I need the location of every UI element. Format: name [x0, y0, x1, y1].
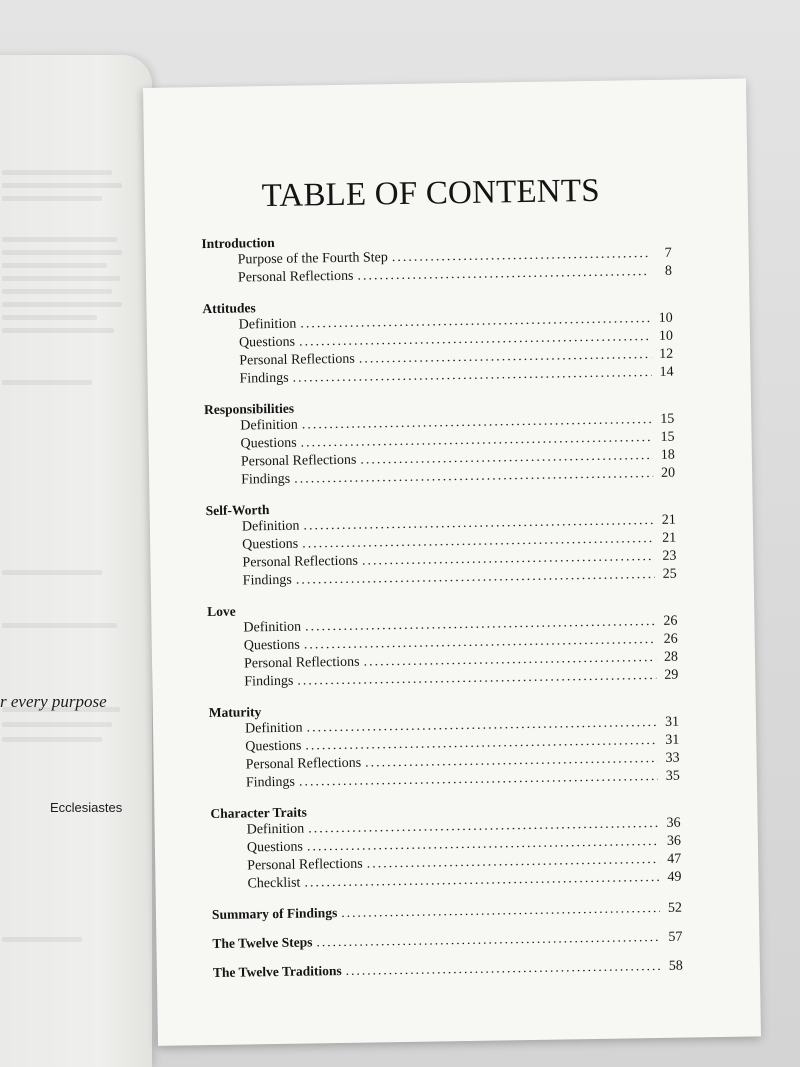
entry-label: Personal Reflections	[240, 452, 357, 470]
page-number: 33	[665, 750, 680, 766]
entry-label: Definition	[243, 619, 302, 636]
dot-leader	[346, 957, 661, 980]
entry-label: The Twelve Steps	[212, 934, 313, 952]
section-heading: Character Traits	[210, 804, 307, 822]
show-through-line	[2, 722, 112, 727]
page-number: 15	[660, 411, 675, 427]
toc-entry-summary-of-findings	[212, 899, 682, 924]
section-heading: Attitudes	[202, 300, 256, 317]
entry-label: Definition	[246, 821, 305, 838]
show-through-line	[2, 289, 112, 294]
section-heading: Introduction	[201, 234, 275, 252]
page-number: 52	[667, 900, 683, 916]
entry-label: Personal Reflections	[243, 654, 360, 672]
section-heading: Love	[207, 603, 236, 620]
page-number: 57	[668, 929, 683, 945]
entry-label: Purpose of the Fourth Step	[237, 250, 388, 268]
entry-label: Findings	[241, 471, 291, 488]
entry-label: The Twelve Traditions	[212, 962, 342, 981]
entry-label: Findings	[245, 774, 296, 791]
entry-label: Personal Reflections	[237, 268, 354, 286]
entry-label: Personal Reflections	[239, 351, 355, 369]
page-number: 31	[665, 732, 680, 748]
page-number: 8	[664, 263, 673, 279]
page-number: 58	[668, 958, 683, 974]
page-number: 47	[667, 851, 682, 867]
page-number: 21	[662, 530, 677, 546]
entry-label: Definition	[244, 720, 303, 737]
entry-label: Checklist	[247, 875, 301, 892]
entry-label: Findings	[239, 370, 289, 387]
page-number: 26	[663, 613, 678, 629]
toc-section-character-traits	[210, 798, 681, 894]
show-through-line	[2, 196, 102, 201]
page-number: 18	[660, 447, 675, 463]
dot-leader	[357, 263, 650, 286]
page-number: 10	[658, 328, 674, 344]
right-page	[143, 79, 761, 1046]
entry-label: Personal Reflections	[247, 856, 363, 874]
page-number: 7	[664, 245, 672, 261]
page-number: 26	[663, 631, 678, 647]
page-number: 20	[660, 465, 676, 481]
page-number: 10	[658, 310, 673, 326]
show-through-line	[2, 623, 117, 628]
entry-label: Findings	[244, 673, 294, 690]
section-heading: Maturity	[208, 704, 262, 721]
toc-entry-twelve-traditions	[213, 957, 683, 982]
page-number: 36	[666, 815, 681, 831]
page-number: 29	[664, 667, 679, 683]
page-number: 14	[659, 364, 674, 380]
entry-label: Questions	[242, 536, 299, 553]
toc-section-introduction	[201, 228, 672, 288]
page-number: 12	[659, 346, 674, 362]
entry-label: Definition	[241, 518, 300, 535]
show-through-line	[2, 183, 122, 188]
show-through-line	[2, 570, 102, 575]
entry-label: Questions	[245, 738, 302, 755]
page-number: 15	[660, 429, 675, 445]
page-number: 36	[666, 833, 682, 849]
show-through-line	[2, 237, 117, 242]
entry-label: Questions	[246, 839, 304, 856]
show-through-line	[2, 302, 122, 307]
toc-section-love	[207, 596, 678, 692]
page-number: 25	[662, 566, 677, 582]
left-page	[0, 55, 152, 1067]
entry-label: Questions	[243, 637, 300, 654]
toc-section-maturity	[209, 697, 680, 793]
page-number: 28	[663, 649, 679, 665]
dot-leader	[316, 928, 660, 951]
toc-section-responsibilities	[204, 394, 675, 490]
toc-entry-twelve-steps	[212, 928, 682, 953]
entry-label: Definition	[238, 316, 297, 333]
dot-leader	[341, 899, 660, 922]
show-through-line	[2, 170, 112, 175]
show-through-line	[2, 937, 82, 942]
toc-section-attitudes	[202, 293, 673, 389]
page-title: TABLE OF CONTENTS	[261, 172, 601, 215]
epigraph-quote: r every purpose	[0, 692, 107, 711]
entry-label: Summary of Findings	[211, 905, 338, 923]
toc-section-self-worth	[206, 495, 677, 591]
entry-label: Questions	[240, 435, 297, 452]
page-number: 35	[665, 768, 680, 784]
page-number: 49	[667, 869, 682, 885]
page-number: 23	[662, 548, 677, 564]
entry-label: Personal Reflections	[245, 755, 362, 773]
show-through-line	[2, 250, 122, 255]
page-number: 31	[664, 714, 680, 730]
entry-label: Findings	[242, 572, 292, 589]
table-of-contents	[201, 228, 683, 993]
show-through-line	[2, 380, 92, 385]
show-through-line	[2, 263, 107, 268]
epigraph-attribution: Ecclesiastes	[50, 800, 123, 815]
entry-label: Definition	[240, 417, 298, 434]
section-heading: Self-Worth	[205, 502, 270, 519]
section-heading: Responsibilities	[203, 400, 295, 418]
show-through-line	[2, 315, 97, 320]
show-through-line	[2, 276, 120, 281]
show-through-line	[2, 328, 114, 333]
entry-label: Personal Reflections	[242, 553, 359, 571]
entry-label: Questions	[238, 334, 296, 351]
page-number: 21	[661, 512, 676, 528]
show-through-line	[2, 737, 102, 742]
